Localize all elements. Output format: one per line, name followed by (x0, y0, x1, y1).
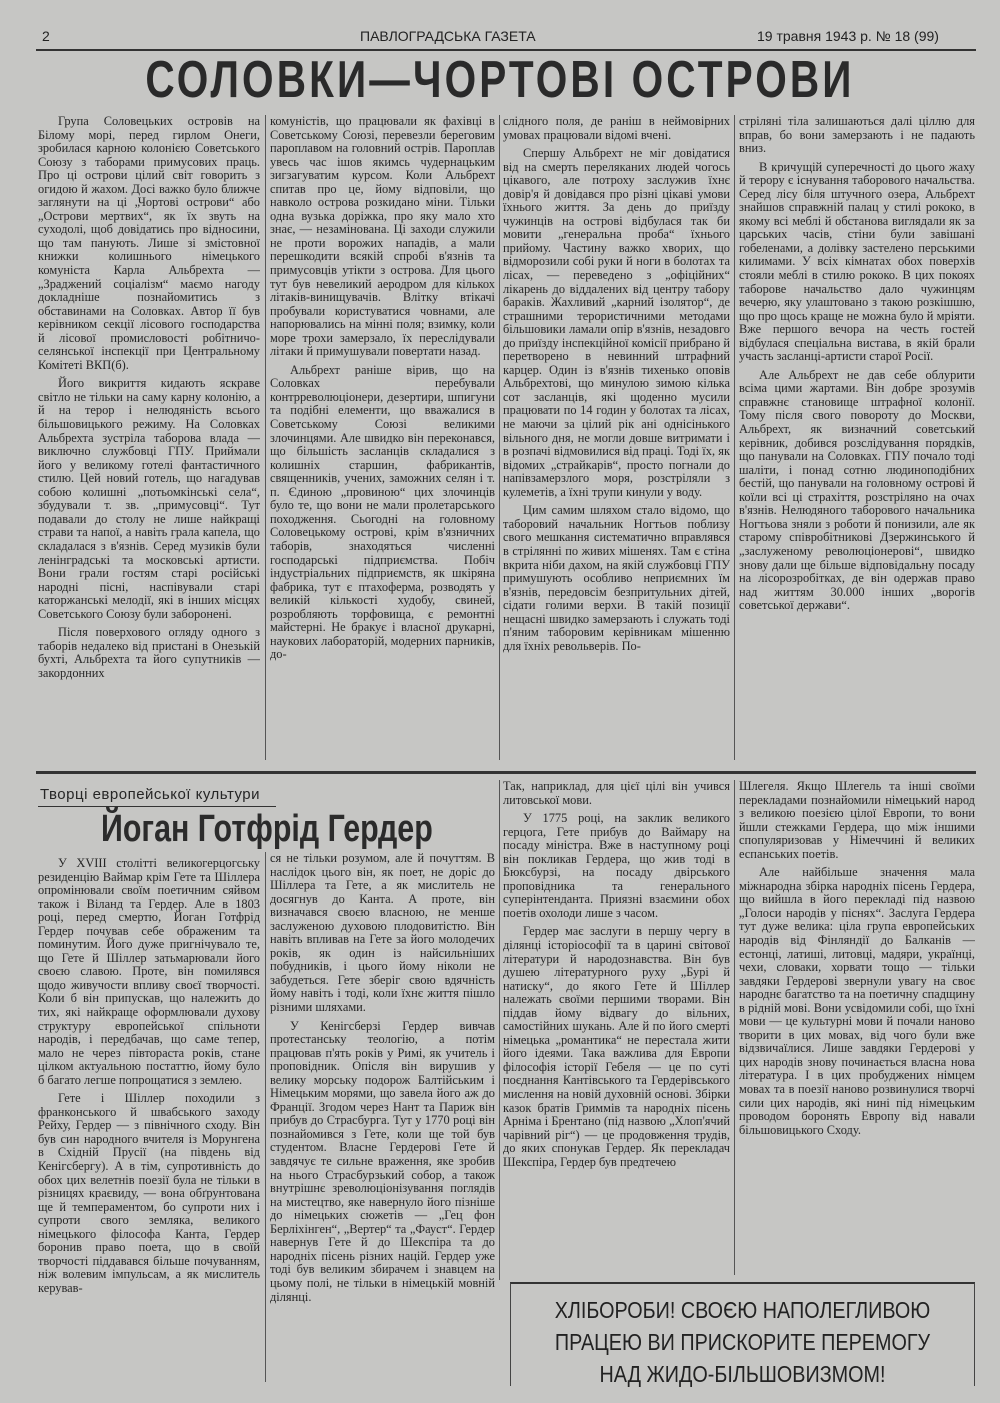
paragraph: Цим самим шляхом стало відомо, що таборовий начальник Ногтьов поблизу свого мешкання систематично вправлявся в стрілянні по живих мішенях. Там є стіна вкрита ніби дахом, на якій службовці ГПУ примушують особливо неприємних їм в'язнів, передовсім безпритульних дітей, сідати голими верхи. В такій позиції нещасні швидко замерзають і служать тоді п'яним таборовим керівникам мішенню для їхніх револьверів. По- (503, 503, 730, 653)
column-divider (499, 780, 500, 1280)
paragraph: У XVIII столітті великогерцогську резиденцію Ваймар крім Гете та Шіллера опромінювали своїм поетичним сяйвом також і Віланд та Гердер. Але в 1803 році, перед смертю, Йоган Готфрід Гердер почував себе ображеним та поминутим. Його дуже пригнічувало те, що Гете й Шіллер затьмарювали його своєю славою. Проте, він помилявся щодо живучости впливу своєї творчості. Коли б він припускав, що належить до тих, які найкраще оформлювали духову структуру европейської спільноти народів, і передбачав, що саме тепер, мало не через півтораста років, стане цілком актуальною постаттю, йому було б багато легше попрощатися з землею. (38, 857, 260, 1087)
paragraph: комуністів, що працювали як фахівці в Советському Союзі, перевезли береговим пароплавом на головний острів. Пароплав увесь час ішов якимсь чудернацьким зигзагуватим курсом. Коли Альбрехт спитав про це, йому відповіли, що навколо острова розкидано міни. Тільки одна вузька доріжка, про яку мало хто знає, — незамінована. Ці заходи служили не проти ворожих нападів, а мали перешкодити всякій спробі в'язнів та примусовців утікти з острова. Для цього тут був невеликий аеродром для кількох літаків-винищувачів. Влітку втікачі пробували користуватися човнами, але напорювались на мінні поля; взимку, коли море трохи замерзало, їх переслідували літаки й примушували повертати назад. (270, 115, 495, 359)
column-divider (265, 852, 266, 1382)
issue-date: 19 травня 1943 р. № 18 (99) (757, 28, 939, 44)
paragraph: Після поверхового огляду одного з таборів недалеко від пристані в Онезькій бухті, Альбрехта та його супутників — закордонних (38, 625, 260, 680)
paragraph: Спершу Альбрехт не міг довідатися від на смерть переляканих людей чогось цікавого, але потроху заслужив їхнє довір'я й довідався про різні цікаві умови їхнього життя. За день до приїзду чужинців на острові відбулася так би мовити „генеральна проба“ їхнього прийому. Частину важко хворих, що відморозили собі руки й ноги в болотах та лісах, — переведено з „офіційних“ лікарень до віддалених від центру табору бараків. Жахливий „карний ізолятор“, де страшними терористичними методами більшовики ламали опір в'язнів, незадовго до приїзду інспекційної комісії прибрано й перетворено в невинний штрафний карцер. Один із в'язнів тихенько оповів Альбрехтові, що минулою зимою кілька сот засланців, які щоденно мусили працювати по 14 годин у болотах та лісах, не маючи за цілий рік ані однісінького вільного дня, не могли довше витримати і в розпачі відмовилися від праці. Тоді їх, як відомих „страйкарів“, просто погнали до напівзамерзлого моря, розстріляли з кулеметів, а їхні трупи кинули у воду. (503, 146, 730, 499)
article2-column-4 (739, 780, 975, 1275)
paragraph: У 1775 році, на заклик великого герцога, Гете прибув до Ваймару на посаду міністра. Вже в наступному році він покликав Гердера, що жив тоді в Бюксбурзі, на посаду двірського проповідника та генерального суперінтенданта. Приязні взаємини обох поетів охолоди лише з часом. (503, 811, 730, 920)
column-divider (734, 115, 735, 760)
paragraph: стріляні тіла залишаються далі ціллю для вправ, бо вони замерзають і не падають вниз. (739, 115, 975, 156)
paragraph: Група Соловецьких островів на Білому морі, перед гирлом Онеги, зробилася карною колонією Советського Союзу з таборами примусових праць. Про ці острови цілий світ говорить з огидою й жахом. Досі важко було ближче заглянути на ці „Чортові острови“ або „Острови мертвих“, як їх звуть на суходолі, щоб довідатись про відносини, що там панують. Лише зі змістовної книжки колишнього німецького комуніста Карла Альбрехта — „Зраджений соціалізм“ маємо нагоду докладніше познайомитись з обставинами на Соловках. Автор її був керівником секції лісового господарства й лісової промисловості робітничо-селянської інспекції при Центральному Комітеті ВКП(б). (38, 115, 260, 372)
paragraph: Альбрехт раніше вірив, що на Соловках перебували контрреволюціонери, дезертири, шпигуни та подібні елементи, що вважалися в Советському Союзі великими злочинцями. Але швидко він переконався, що більшість засланців складалися з колишніх старшин, фабрикантів, священників, учених, заможних селян і т. п. Єдиною „провиною“ цих злочинців було те, що вони не мали пролетарського походження. Сьогодні на головному Соловецькому острові, крім в'язничних таборів, знаходяться численні господарські підприємства. Побіч індустріальних підприємств, як шкіряна фабрика, тут є птахоферма, розводять у великій кількості худобу, свиней, розробляють торфовища, є ремонтні майстерні. Не бракує і власної друкарні, наукових лабораторій, модерних парників, до- (270, 362, 495, 662)
article1-column-3 (503, 115, 730, 765)
paragraph: Його викриття кидають яскраве світло не тільки на саму карну колонію, а й на терор і нелюдяність всього більшовицького режиму. На Соловках Альбрехта зустріла таборова влада — виключно службовці ГПУ. Приймали його у великому готелі фантастичного стилю. Цей новий готель, що нагадував собою колишні „потьомкінські села“, збудували т. зв. „примусовці“. Тут подавали до столу не лише найкращі страви та напої, а навіть грала капела, що складалася з в'язнів. Серед музиків були ленінградські та московські артисти. Вони грали гостям старі російські народні пісні, наспівували старі каторжанські мелодії, які в інших місцях Советського Союзу були заборонені. (38, 376, 260, 621)
article1-column-2 (270, 115, 495, 765)
slogan-banner (510, 1282, 975, 1386)
banner-line: ПРАЦЕЮ ВИ ПРИСКОРИТЕ ПЕРЕМОГУ (554, 1329, 931, 1355)
article-title: СОЛОВКИ—ЧОРТОВІ ОСТРОВИ (145, 51, 855, 109)
banner-line: ХЛІБОРОБИ! СВОЄЮ НАПОЛЕГЛИВОЮ (554, 1297, 931, 1323)
paragraph: Шлегеля. Якщо Шлегель та інші своїми перекладами познайомили німецький народ з великою поезією цілої Европи, то вони йшли стежками Гердера, що між іншими спопуляризовав у Німеччині й великих еспанських поетів. (739, 780, 975, 861)
section-label: Творці европейської культури (40, 786, 261, 803)
article2-column-3 (503, 780, 730, 1275)
paragraph: Гете і Шіллер походили з франконського й швабського заходу Рейху, Гердер — з північного сходу. Він був син народного вчителя із Морунгена в Східній Прусії (на південь від Кенігсбергу). А в тім, супротивність до обох цих велетнів поезії була не тільки в різницях краєвиду, — вона обґрунтована ще й темпераментом, бо супроти них і супроти свого земляка, великого німецького філософа Канта, Гердер боронив право поета, що в своїй творчості піддавався більше почуванням, ніж волевим імпульсам, а як мислитель керував- (38, 1091, 260, 1295)
article1-column-1 (38, 115, 260, 765)
column-divider (734, 780, 735, 1275)
paragraph: В кричущій суперечності до цього жаху й терору є існування таборового начальства. Серед лісу біля штучного озера, Альбрехт знайшов справжній палац у стилі рококо, в якому всі меблі й обстанова виглядали як за царських часів, стіни були завішані гобеленами, а долівку застелено перськими килимами. У всіх кімнатах обох поверхів стояли меблі в стилю рококо. В цих покоях таборове начальство дало чужинцям вечерю, яку улаштовано з такою розкішшю, що про щось краще не можна було й мріяти. Вже першого вечора на честь гостей відбулася спеціальна вистава, в якій брали участь засланці-артисти старої Росії. (739, 159, 975, 364)
paragraph: У Кенігсберзі Гердер вивчав протестанську теологію, а потім працював п'ять років у Римі, як учитель і проповідник. Опісля він вирушив у велику морську подорож Балтійським і Німецьким морями, що завела його аж до Франції. Згодом через Нант та Париж він прибув до Страсбурга. Тут у 1770 році він познайомився з Гете, коли ще той був студентом. Власне Гердерові Гете й завдячує те сильне враження, яке зробив на нього Страсбурзький собор, а також внутрішнє зреволюціонізування поглядів на мистецтво, яке навернуло його пізніше до німецьких сюжетів — „Гец фон Берліхінген“, „Вертер“ та „Фауст“. Гердер навернув Гете й до Шекспіра та до народніх пісень різних націй. Гердер уже тоді був великим збирачем і знавцем на цьому полі, не тільки в німецькій мовній ділянці. (270, 1018, 495, 1304)
banner-line: НАД ЖИДО-БІЛЬШОВИЗМОМ! (599, 1361, 886, 1387)
newspaper-name: ПАВЛОГРАДСЬКА ГАЗЕТА (360, 28, 536, 44)
article2-column-1 (38, 857, 260, 1384)
column-divider (499, 115, 500, 760)
article1-column-4 (739, 115, 975, 765)
paragraph: Гердер має заслуги в першу чергу в ділянці історіософії та в царині світової літератури й народознавства. Він був душею літературного руху „Бурі й натиску“, до якого Гете й Шіллер належать своїми першими творами. Він піддав йому відвагу до вільних, самостійних шукань. Але й по його смерті німецька „романтика“ не перестала жити його ідеями. Така важлива для Европи філософія історії Гебеля — це по суті поєднання Кантівського та Гердерівського мислення на новій духовній основі. Збірки казок братів Гриммів та народніх пісень Арніма і Брентано (під назвою „Хлоп'ячий чарівний ріг“) — це продовження трудів, до яких спонукав Гердер. Як перекладач Шекспіра, Гердер був предтечею (503, 924, 730, 1169)
paragraph: слідного поля, де раніш в неймовірних умовах працювали відомі вчені. (503, 115, 730, 142)
paragraph: Так, наприклад, для цієї цілі він учився литовської мови. (503, 780, 730, 807)
article2-column-2 (270, 852, 495, 1387)
section-rule (36, 771, 976, 774)
column-divider (265, 115, 266, 760)
paragraph: ся не тільки розумом, але й почуттям. В наслідок цього він, як поет, не доріс до Шіллера та Гете, а як мислитель не досягнув до Канта. А проте, він визначався своєю власною, не менше заслуженою духовою плодовитістю. Він навіть впливав на Гете за його молодечих років, як один із найсильніших побудників, і цього йому ніколи не забудеться. Гете зберіг свою вдячність йому навіть і тоді, коли їхнє життя пішло різними шляхами. (270, 852, 495, 1015)
article2-title: Йоган Готфрід Гердер (101, 808, 433, 850)
paragraph: Але найбільше значення мала міжнародна збірка народніх пісень Гердера, що вийшла в його перекладі під назвою „Голоси народів у піснях“. Заслуга Гердера тут дуже велика: ціла група европейських народів від Фінляндії до Балканів — естонці, латиші, литовці, мадяри, українці, чехи, словаки, хорвати тощо — тільки завдяки Гердерові звернули увагу на своє народнє багатство та на поетичну спадщину в рідній мові. Вони усвідомили собі, що їхні мови — це культурні мови й почали наново творити в цих мовах, від чого були вже відзвичаїлися. Лише завдяки Гердерові у цих народів знову починається власна нова література. І в цих пробуджених німцем мовах та в поезії наново розвинулися творчі сили цих народів, які нині під німецьким проводом боронять Европу від навали більшовицького Сходу. (739, 865, 975, 1137)
section-underline (38, 806, 276, 807)
page-number: 2 (42, 28, 50, 44)
paragraph: Але Альбрехт не дав себе облурити всіма цими жартами. Він добре зрозумів справжнє становище штрафної колонії. Тому після свого повороту до Москви, Альбрехт, як визначний советський керівник, добився розслідування порядків, що панували на Соловках. ГПУ почало тоді шаліти, і понад сотню людиноподібних бестій, що панували на головному острові й коїли всі ці страхіття, розстріляно на очах в'язнів. Нелюдяного таборового начальника Ногтьова зняли з роботи й понизили, але як старому співробітникові Дзержинського й „заслуженому революціонерові“, швидко знову дали ще більше відповідальну посаду на лісорозробітках, де він одержав право над життям 30.000 інших „ворогів советської держави“. (739, 367, 975, 613)
